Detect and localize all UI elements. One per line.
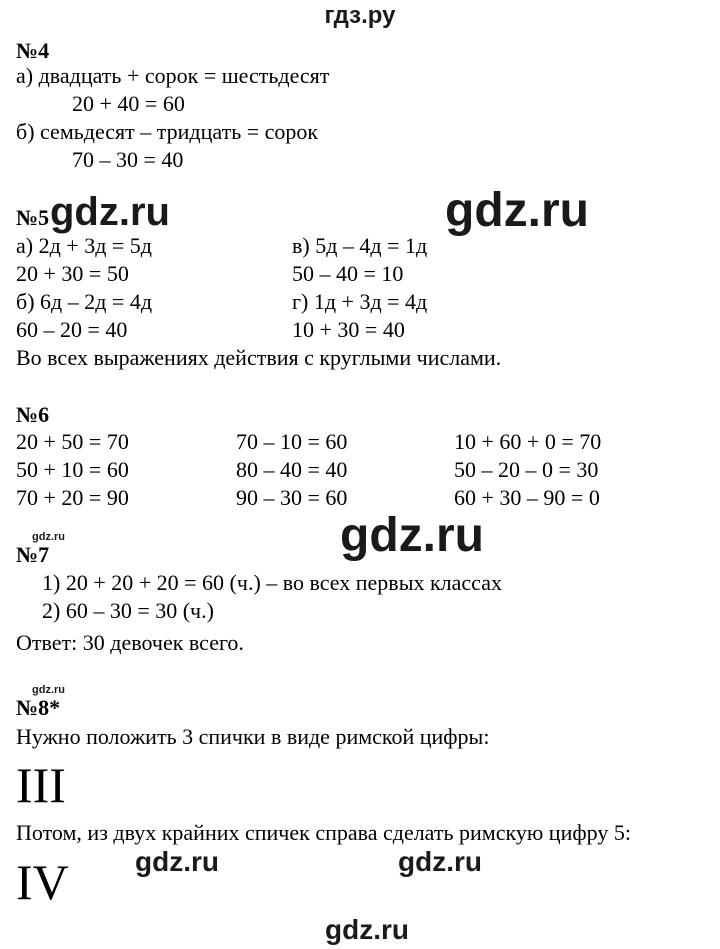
task8-number: №8*: [16, 695, 61, 720]
task5-left-line: а) 2д + 3д = 5д: [16, 233, 152, 258]
task6-col3-line: 50 – 20 – 0 = 30: [454, 457, 599, 482]
task6-col3-line: 60 + 30 – 90 = 0: [454, 485, 600, 510]
task8-roman2: IV: [16, 854, 69, 910]
task5-note: Во всех выражениях действия с круглыми числами.: [16, 345, 502, 370]
task8-roman1: III: [16, 757, 66, 813]
watermark: gdz.ru: [135, 846, 219, 877]
task5-left-line: 60 – 20 = 40: [16, 317, 128, 342]
task7-number: №7: [16, 542, 50, 567]
task4-a-words: а) двадцать + сорок = шестьдесят: [16, 63, 330, 88]
task6-col1-line: 20 + 50 = 70: [16, 429, 129, 454]
task7-step1: 1) 20 + 20 + 20 = 60 (ч.) – во всех первых классах: [42, 570, 502, 595]
task6-col2-line: 70 – 10 = 60: [236, 429, 348, 454]
task6-col2-line: 80 – 40 = 40: [236, 457, 348, 482]
task4-b-digits: 70 – 30 = 40: [72, 147, 184, 172]
watermark: gdz.ru: [398, 846, 482, 877]
task5-right-line: в) 5д – 4д = 1д: [292, 233, 428, 258]
task5-right-line: 10 + 30 = 40: [292, 317, 405, 342]
task8-line1: Нужно положить 3 спички в виде римской цифры:: [16, 724, 490, 749]
task5-number: №5: [16, 205, 50, 230]
watermark: gdz.ru: [32, 531, 65, 543]
task6-col1-line: 50 + 10 = 60: [16, 457, 129, 482]
task7-answer: Ответ: 30 девочек всего.: [16, 630, 244, 655]
task4-b-words: б) семьдесят – тридцать = сорок: [16, 119, 319, 144]
task7-step2: 2) 60 – 30 = 30 (ч.): [42, 598, 214, 623]
site-header: гдз.ру: [324, 2, 396, 29]
watermark: gdz.ru: [325, 914, 409, 945]
task4-a-digits: 20 + 40 = 60: [72, 91, 185, 116]
task4-number: №4: [16, 38, 50, 63]
task6-col2-line: 90 – 30 = 60: [236, 485, 348, 510]
watermark: gdz.ru: [32, 684, 65, 696]
task5-left-line: б) 6д – 2д = 4д: [16, 289, 153, 314]
watermark: gdz.ru: [50, 190, 170, 234]
task8-line2: Потом, из двух крайних спичек справа сделать римскую цифру 5:: [16, 820, 631, 845]
task5-right-line: 50 – 40 = 10: [292, 261, 404, 286]
task6-col3-line: 10 + 60 + 0 = 70: [454, 429, 602, 454]
task5-left-line: 20 + 30 = 50: [16, 261, 129, 286]
watermark: gdz.ru: [445, 184, 589, 237]
watermark: gdz.ru: [340, 509, 484, 562]
task5-right-line: г) 1д + 3д = 4д: [292, 289, 428, 314]
task6-number: №6: [16, 402, 50, 427]
task6-col1-line: 70 + 20 = 90: [16, 485, 129, 510]
